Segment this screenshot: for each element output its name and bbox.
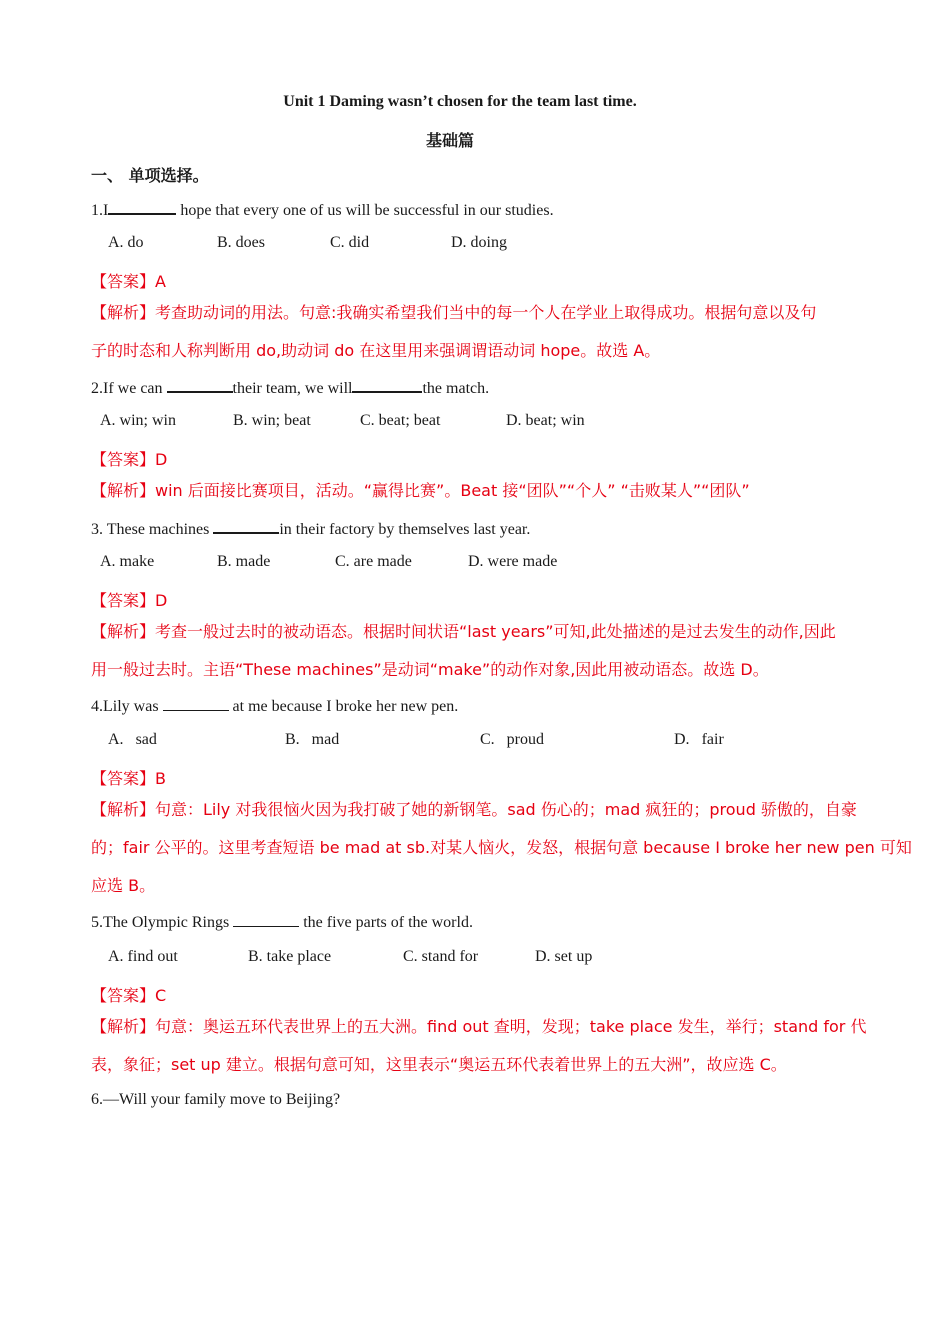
answer-blank bbox=[213, 518, 279, 534]
option-a: A. sad bbox=[108, 731, 157, 748]
question-3: 3. These machines in their factory by themselves last year. bbox=[91, 518, 530, 539]
page-subtitle: 基础篇 bbox=[425, 131, 474, 150]
option-a: A. make bbox=[100, 553, 155, 570]
option-c: C. are made bbox=[335, 553, 412, 570]
answer-label: 【答案】D bbox=[91, 450, 168, 469]
option-d: D. fair bbox=[674, 731, 724, 748]
option-a: A. do bbox=[108, 234, 144, 251]
option-c: C. proud bbox=[480, 731, 544, 748]
option-d: D. beat; win bbox=[506, 412, 585, 429]
section-heading: 一、 单项选择。 bbox=[91, 166, 209, 185]
answer-blank bbox=[163, 696, 229, 711]
explanation: 【解析】考查一般过去时的被动语态。根据时间状语“last years”可知,此处描述的是过去发生的动作,因此 用一般过去时。主语“These machines”是动词“make”的动作对象,因此用被动语态。故选 D。 bbox=[91, 622, 836, 679]
answer-label: 【答案】D bbox=[91, 591, 168, 610]
explanation: 【解析】句意：Lily 对我很恼火因为我打破了她的新钢笔。sad 伤心的；mad 疯狂的；proud 骄傲的，自豪 的；fair 公平的。这里考查短语 be mad at sb.对某人恼火，发怒，根据句意 because I broke her new pen 可知 应选 B。 bbox=[91, 800, 912, 895]
option-b: B. mad bbox=[285, 731, 340, 748]
option-b: B. win; beat bbox=[233, 412, 311, 429]
option-b: B. does bbox=[217, 234, 265, 251]
option-d: D. doing bbox=[451, 234, 507, 251]
page-title: Unit 1 Daming wasn’t chosen for the team last time. bbox=[283, 93, 637, 110]
explanation: 【解析】win 后面接比赛项目，活动。“赢得比赛”。Beat 接“团队”“个人” “击败某人”“团队” bbox=[91, 481, 750, 500]
answer-label: 【答案】A bbox=[91, 272, 166, 291]
question-5: 5.The Olympic Rings the five parts of the world. bbox=[91, 914, 473, 931]
question-4: 4.Lily was at me because I broke her new pen. bbox=[91, 698, 459, 715]
answer-label: 【答案】B bbox=[91, 769, 166, 788]
answer-blank bbox=[108, 199, 176, 215]
answer-blank bbox=[167, 377, 233, 393]
option-a: A. find out bbox=[108, 948, 178, 965]
explanation: 【解析】考查助动词的用法。句意:我确实希望我们当中的每一个人在学业上取得成功。根据句意以及句 子的时态和人称判断用 do,助动词 do 在这里用来强调谓语动词 hope。故选 A。 bbox=[91, 303, 817, 360]
option-c: C. beat; beat bbox=[360, 412, 441, 429]
answer-blank bbox=[233, 912, 299, 927]
option-c: C. stand for bbox=[403, 948, 479, 965]
option-a: A. win; win bbox=[100, 412, 176, 429]
option-b: B. take place bbox=[248, 948, 332, 965]
question-2: 2.If we can their team, we will the match. bbox=[91, 377, 489, 398]
explanation: 【解析】句意：奥运五环代表世界上的五大洲。find out 查明，发现；take place 发生，举行；stand for 代 表，象征；set up 建立。根据句意可知，这里表示“奥运五环代表着世界上的五大洲”，故应选 C。 bbox=[91, 1017, 867, 1074]
question-1: 1.I hope that every one of us will be successful in our studies. bbox=[91, 199, 554, 220]
option-d: D. set up bbox=[535, 948, 593, 965]
option-c: C. did bbox=[330, 234, 370, 251]
answer-blank bbox=[352, 377, 422, 393]
option-b: B. made bbox=[217, 553, 271, 570]
option-d: D. were made bbox=[468, 553, 558, 570]
question-6: 6.—Will your family move to Beijing? bbox=[91, 1091, 341, 1108]
answer-label: 【答案】C bbox=[91, 986, 167, 1005]
